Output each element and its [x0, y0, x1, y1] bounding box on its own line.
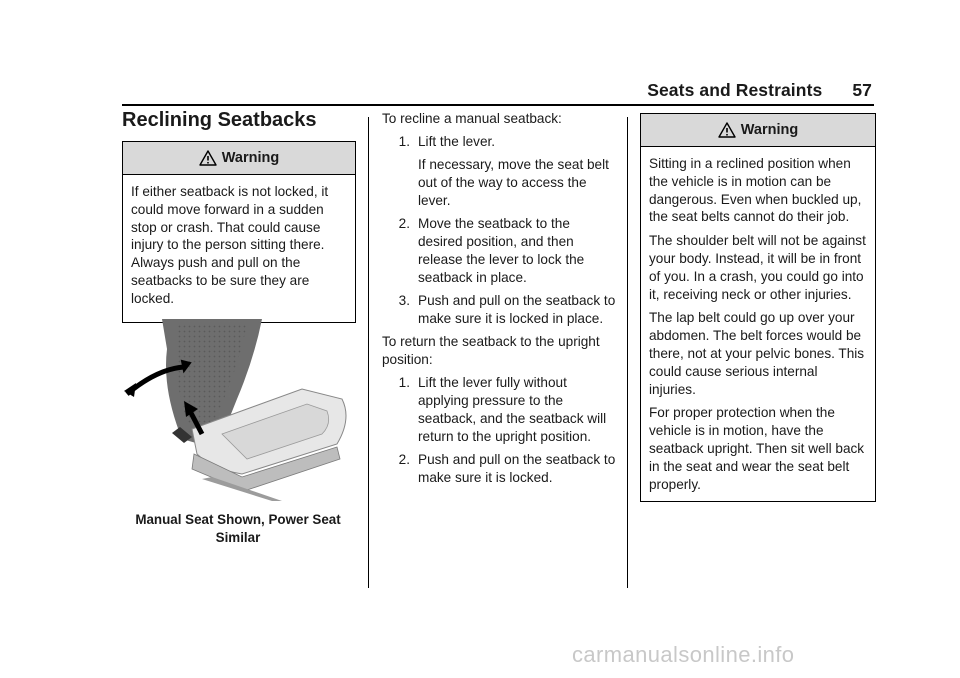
warning-title: Warning — [740, 122, 799, 138]
section-title: Reclining Seatbacks — [122, 109, 317, 131]
column-divider — [368, 117, 369, 588]
intro-text: To return the seatback to the upright position: — [382, 334, 600, 367]
warning-header — [641, 114, 875, 147]
warning-paragraph: The lap belt could go up over your abdomen. The belt forces would be there, not at your pelvic bones. This could cause serious internal injuries. — [649, 310, 865, 397]
step-number: 1. — [398, 375, 410, 390]
warning-title: Warning — [221, 150, 280, 166]
step-note: If necessary, move the seat belt out of the way to access the lever. — [418, 157, 609, 208]
section-name: Seats and Restraints — [647, 80, 823, 100]
list-item — [382, 374, 618, 446]
warning-triangle-icon — [199, 150, 217, 166]
step-text: Move the seatback to the desired position, and then release the lever to lock the seatback in place. — [418, 216, 585, 285]
page-header — [647, 80, 872, 101]
warning-header — [123, 142, 355, 175]
page-number: 57 — [852, 80, 872, 100]
warning-paragraph: The shoulder belt will not be against your body. Instead, it will be in front of you. In a crash, you could go into it, receiving neck or other injuries. — [649, 233, 866, 302]
intro-text: To recline a manual seatback: — [382, 111, 562, 126]
figure-caption: Manual Seat Shown, Power Seat Similar — [135, 512, 341, 545]
column-divider — [627, 117, 628, 588]
step-number: 2. — [398, 452, 410, 467]
list-item — [382, 292, 618, 328]
header-rule — [122, 104, 874, 106]
warning-paragraph: Sitting in a reclined position when the vehicle is in motion can be dangerous. Even when buckled up, the seat belts cannot do their job. — [649, 156, 862, 225]
watermark: carmanualsonline.info — [572, 642, 795, 667]
warning-box-right — [640, 113, 876, 502]
step-number: 3. — [398, 293, 410, 308]
list-item — [382, 215, 618, 287]
step-text: Push and pull on the seatback to make sure it is locked in place. — [418, 293, 616, 326]
warning-box-left — [122, 141, 356, 323]
step-text: Push and pull on the seatback to make sure it is locked. — [418, 452, 616, 485]
warning-paragraph: For proper protection when the vehicle is in motion, have the seatback upright. Then sit well back in the seat and wear the seat belt properly. — [649, 405, 865, 492]
step-text: Lift the lever. — [418, 134, 496, 149]
middle-column — [382, 110, 618, 487]
step-number: 2. — [398, 216, 410, 231]
warning-triangle-icon — [718, 122, 736, 138]
step-number: 1. — [398, 134, 410, 149]
step-text: Lift the lever fully without applying pressure to the seatback, and the seatback will return to the upright position. — [418, 375, 607, 444]
seat-illustration-icon — [122, 319, 354, 501]
list-item — [382, 451, 618, 487]
warning-text: If either seatback is not locked, it could move forward in a sudden stop or crash. That could cause injury to the person sitting there. Always push and pull on the seatbacks to be sure they are locked. — [131, 184, 329, 306]
list-item — [382, 133, 618, 151]
